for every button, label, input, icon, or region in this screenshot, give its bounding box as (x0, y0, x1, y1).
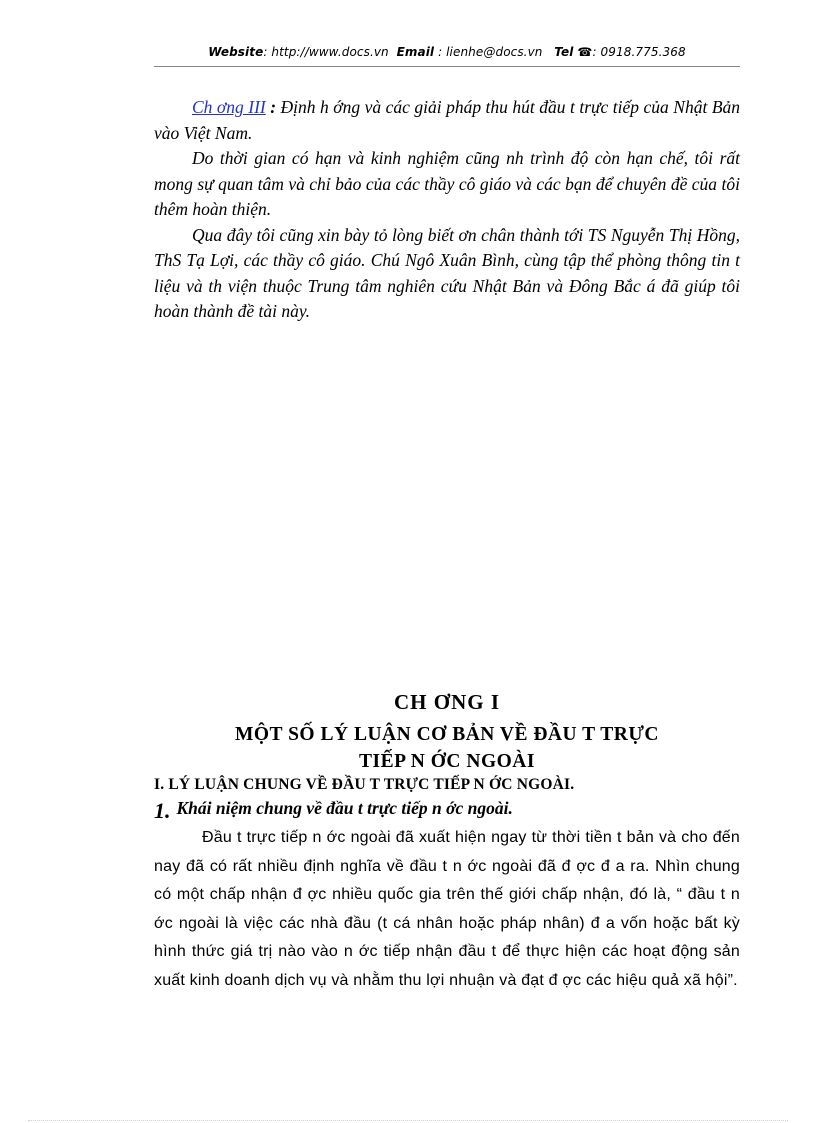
subsection-heading (154, 798, 740, 824)
website-label: Website (208, 45, 264, 59)
body-paragraph: Đầu t trực tiếp n ớc ngoài đã xuất hiện ngay từ thời tiền t bản và cho đến nay đã có rất nhiều định nghĩa về đầu t n ớc ngoài đã đ ợc đ a ra. Nhìn chung có một chấp nhận đ ợc nhiều quốc gia trên thế giới chấp nhận, đó là, “ đầu t n ớc ngoài là việc các nhà đầu (t cá nhân hoặc pháp nhân) đ a vốn hoặc bất kỳ hình thức giá trị nào vào n ớc tiếp nhận đầu t để thực hiện các hoạt động sản xuất kinh doanh dịch vụ và nhằm thu lợi nhuận và đạt đ ợc các hiệu quả xã hội”. (154, 829, 740, 989)
footer-divider (28, 1120, 788, 1121)
chapter3-text: Định h ớng và các giải pháp thu hút đầu t trực tiếp của Nhật Bản vào Việt Nam. (154, 97, 741, 143)
tel-label: Tel (554, 45, 574, 59)
section-heading: I. LÝ LUẬN CHUNG VỀ ĐẦU T TRỰC TIẾP N ỚC NGOÀI. (154, 776, 575, 793)
chapter3-link[interactable]: Ch ơng III (192, 97, 266, 117)
website-value[interactable]: : http://www.docs.vn (263, 45, 389, 59)
intro-paragraph-chapter3 (154, 95, 740, 146)
body-text (154, 824, 740, 995)
email-label: Email (396, 45, 435, 59)
chapter-title (154, 721, 740, 775)
email-value[interactable]: : lienhe@docs.vn (434, 45, 543, 59)
subsection-title: Khái niệm chung về đầu t trực tiếp n ớc ngoài. (176, 798, 513, 818)
header-divider (154, 66, 740, 67)
chapter-number: CH ƠNG I (393, 690, 500, 714)
page-header (154, 45, 740, 59)
chapter-title-line-2: TIẾP N ỚC NGOÀI (359, 751, 535, 772)
intro-paragraph-3: Qua đây tôi cũng xin bày tỏ lòng biết ơn chân thành tới TS Nguyễn Thị Hồng, ThS Tạ Lợi, các thầy cô giáo. Chú Ngô Xuân Bình, cùng tập thể phòng thông tin t liệu và th viện thuộc Trung tâm nghiên cứu Nhật Bản và Đông Bắc á đã giúp tôi hoàn thành đề tài này. (154, 224, 740, 321)
subsection-number: 1. (154, 798, 171, 823)
chapter-title-line-1: MỘT SỐ LÝ LUẬN CƠ BẢN VỀ ĐẦU T TRỰC (234, 724, 659, 745)
phone-icon: ☎ (577, 45, 593, 59)
intro-paragraph-2: Do thời gian có hạn và kinh nghiệm cũng nh trình độ còn hạn chế, tôi rất mong sự quan tâm và chỉ bảo của các thầy cô giáo và các bạn để chuyên đề của tôi thêm hoàn thiện. (154, 148, 740, 219)
intro-section (154, 95, 740, 325)
chapter3-colon: : (265, 97, 277, 117)
tel-value: : 0918.775.368 (592, 45, 686, 59)
